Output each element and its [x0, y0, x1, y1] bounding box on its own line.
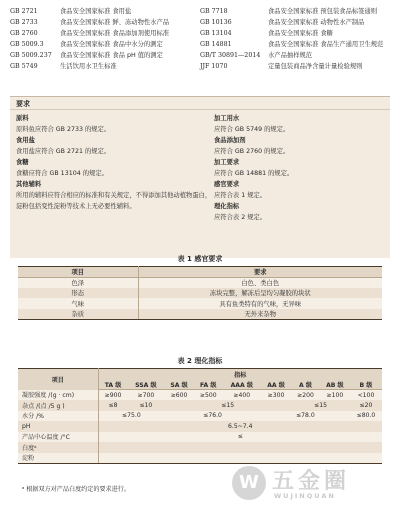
requirement-cell: 具有鱼类特有的气味，无异味 — [138, 298, 382, 309]
watermark-english: WUJINQUAN — [274, 492, 336, 500]
reference-title: 生活饮用水卫生标准 — [60, 63, 117, 70]
reference-column-right — [200, 6, 383, 72]
value-cell: ≥900 — [98, 390, 128, 401]
reference-item — [200, 28, 383, 39]
value-cell: ≥700 — [128, 390, 165, 401]
reference-code: JJF 1070 — [200, 63, 228, 70]
table-row — [18, 442, 382, 453]
requirement-cell: 无外来杂物 — [138, 309, 382, 320]
grade-header: AB 级 — [320, 379, 350, 390]
reference-code: GB/T 30891—2014 — [200, 52, 261, 59]
value-cell: ≤78.0 — [261, 411, 350, 422]
requirement-text: 原料鱼应符合 GB 2733 的规定。 — [16, 126, 111, 133]
table-row — [18, 411, 382, 422]
requirement-cell: 白色、类白色 — [138, 277, 382, 288]
item-cell: 杂点 /(点 /5 g ) — [18, 400, 98, 411]
grade-header: SSA 级 — [128, 379, 165, 390]
requirement-heading: 食品添加剂 — [214, 137, 246, 144]
table1-caption: 表 1 感官要求 — [177, 255, 223, 263]
reference-title: 食品安全国家标准 食糖 — [268, 30, 333, 37]
column-header-item: 项目 — [18, 369, 98, 390]
value-cell: ≥100 — [320, 390, 350, 401]
sensory-requirements-table — [18, 266, 382, 320]
grade-header: A 级 — [291, 379, 320, 390]
requirement-text: 应符合表 1 规定。 — [214, 192, 267, 199]
requirement-text: 应符合表 2 规定。 — [214, 214, 267, 221]
reference-code: GB 2760 — [10, 30, 38, 37]
reference-item — [200, 61, 383, 72]
table-row — [18, 288, 382, 299]
requirements-column-right — [214, 113, 384, 223]
reference-code: GB 13104 — [200, 30, 232, 37]
item-cell: 杂质 — [18, 309, 138, 320]
item-cell: 白度ᵃ — [18, 442, 98, 453]
column-header-indicator: 指标 — [98, 369, 382, 380]
requirement-heading: 感官要求 — [214, 181, 240, 188]
requirements-title: 要求 — [16, 100, 30, 108]
table2-footnote: ᵃ 根据双方对产品白度约定的要求进行。 — [22, 486, 130, 493]
watermark-chinese: 五金圈 — [272, 469, 351, 494]
table2-caption: 表 2 理化指标 — [177, 357, 223, 365]
grade-header: AA 级 — [261, 379, 291, 390]
reference-title: 食品安全国家标准 食品添加剂使用标准 — [60, 30, 170, 37]
value-cell: ≥400 — [223, 390, 261, 401]
reference-column-left — [10, 6, 169, 72]
reference-code: GB 5009.237 — [10, 52, 52, 59]
value-cell: ≤20 — [350, 400, 382, 411]
requirement-heading: 加工要求 — [214, 159, 240, 166]
grade-header: FA 级 — [194, 379, 223, 390]
requirement-text: 应符合 GB 2760 的规定。 — [214, 148, 290, 155]
reference-standards — [0, 0, 400, 88]
table-header-row — [18, 369, 382, 380]
requirement-heading: 其他辅料 — [16, 181, 42, 188]
reference-title: 食品安全国家标准 食品中水分的测定 — [60, 41, 163, 48]
requirement-heading: 理化指标 — [214, 203, 240, 210]
requirement-text: 所用的辅料应符合相应的标准和有关规定，不得添加其他动植物蛋白，淀粉包括变性淀粉等技术上无必要性辅料。 — [16, 192, 212, 210]
item-cell: 水分 /% — [18, 411, 98, 422]
column-header-item: 项目 — [18, 267, 138, 278]
reference-item — [10, 61, 169, 72]
value-cell: ≤8 — [98, 400, 128, 411]
physicochemical-indicators-table — [18, 368, 382, 464]
item-cell: 色泽 — [18, 277, 138, 288]
watermark — [232, 462, 392, 502]
requirement-cell: 冻块完整，解冻后呈均匀凝胶的块状 — [138, 288, 382, 299]
reference-title: 水产品抽样规范 — [268, 52, 313, 59]
reference-item — [200, 6, 383, 17]
reference-title: 食品安全国家标准 动物性水产制品 — [268, 19, 365, 26]
reference-code: GB 7718 — [200, 8, 228, 15]
reference-title: 食品安全国家标准 鲜、冻动物性水产品 — [60, 19, 170, 26]
reference-title: 食品安全国家标准 食用盐 — [60, 8, 132, 15]
requirement-text: 应符合 GB 5749 的规定。 — [214, 126, 290, 133]
reference-item — [200, 39, 383, 50]
reference-title: 食品安全国家标准 食品生产通用卫生规范 — [268, 41, 384, 48]
grade-header: AAA 级 — [223, 379, 261, 390]
value-cell: ≤ — [98, 432, 382, 443]
reference-item — [200, 50, 383, 61]
requirement-heading: 食糖 — [16, 159, 29, 166]
item-cell: 形态 — [18, 288, 138, 299]
grade-header: B 级 — [350, 379, 382, 390]
reference-item — [10, 39, 169, 50]
value-cell: ≤75.0 — [98, 411, 164, 422]
value-cell: ≥500 — [194, 390, 223, 401]
table-row — [18, 421, 382, 432]
column-header-requirement: 要求 — [138, 267, 382, 278]
value-cell: <100 — [350, 390, 382, 401]
requirement-heading: 食用盐 — [16, 137, 35, 144]
reference-code: GB 2721 — [10, 8, 38, 15]
value-cell: ≥600 — [164, 390, 194, 401]
table-row — [18, 298, 382, 309]
value-cell: ≤10 — [128, 400, 165, 411]
value-cell: ≤80.0 — [350, 411, 382, 422]
reference-item — [200, 17, 383, 28]
reference-code: GB 10136 — [200, 19, 232, 26]
table-row — [18, 390, 382, 401]
value-cell: ≥300 — [261, 390, 291, 401]
value-cell: ≥200 — [291, 390, 320, 401]
reference-code: GB 2733 — [10, 19, 38, 26]
item-cell: 凝胶强度 /(g · cm) — [18, 390, 98, 401]
item-cell: 产品中心温度 /°C — [18, 432, 98, 443]
reference-code: GB 5749 — [10, 63, 38, 70]
reference-item — [10, 17, 169, 28]
wujinquan-logo-icon — [232, 466, 266, 500]
requirement-heading: 加工用水 — [214, 115, 240, 122]
value-cell: ≤15 — [291, 400, 350, 411]
item-cell: 淀粉 — [18, 453, 98, 464]
grade-header: TA 级 — [98, 379, 128, 390]
reference-code: GB 14881 — [200, 41, 232, 48]
requirement-heading: 原料 — [16, 115, 29, 122]
reference-title: 食品安全国家标准 预包装食品标签通则 — [268, 8, 378, 15]
reference-item — [10, 28, 169, 39]
table-row — [18, 277, 382, 288]
item-cell: pH — [18, 421, 98, 432]
requirements-column-left — [16, 113, 216, 212]
item-cell: 气味 — [18, 298, 138, 309]
reference-code: GB 5009.3 — [10, 41, 44, 48]
requirements-section — [10, 96, 390, 258]
reference-title: 定量包装商品净含量计量检验规则 — [268, 63, 363, 70]
reference-item — [10, 6, 169, 17]
value-cell: ≤15 — [164, 400, 291, 411]
table-row — [18, 400, 382, 411]
requirement-text: 食用盐应符合 GB 2721 的规定。 — [16, 148, 111, 155]
requirement-text: 食糖应符合 GB 13104 的规定。 — [16, 170, 108, 177]
table-row — [18, 432, 382, 443]
value-cell: ≤76.0 — [164, 411, 261, 422]
table-row — [18, 309, 382, 320]
grade-header: SA 级 — [164, 379, 194, 390]
value-cell: 6.5~7.4 — [98, 421, 382, 432]
reference-item — [10, 50, 169, 61]
reference-title: 食品安全国家标准 食品 pH 值的测定 — [60, 52, 163, 59]
table-header-row — [18, 267, 382, 278]
requirement-text: 应符合 GB 14881 的规定。 — [214, 170, 294, 177]
value-cell — [98, 442, 382, 453]
